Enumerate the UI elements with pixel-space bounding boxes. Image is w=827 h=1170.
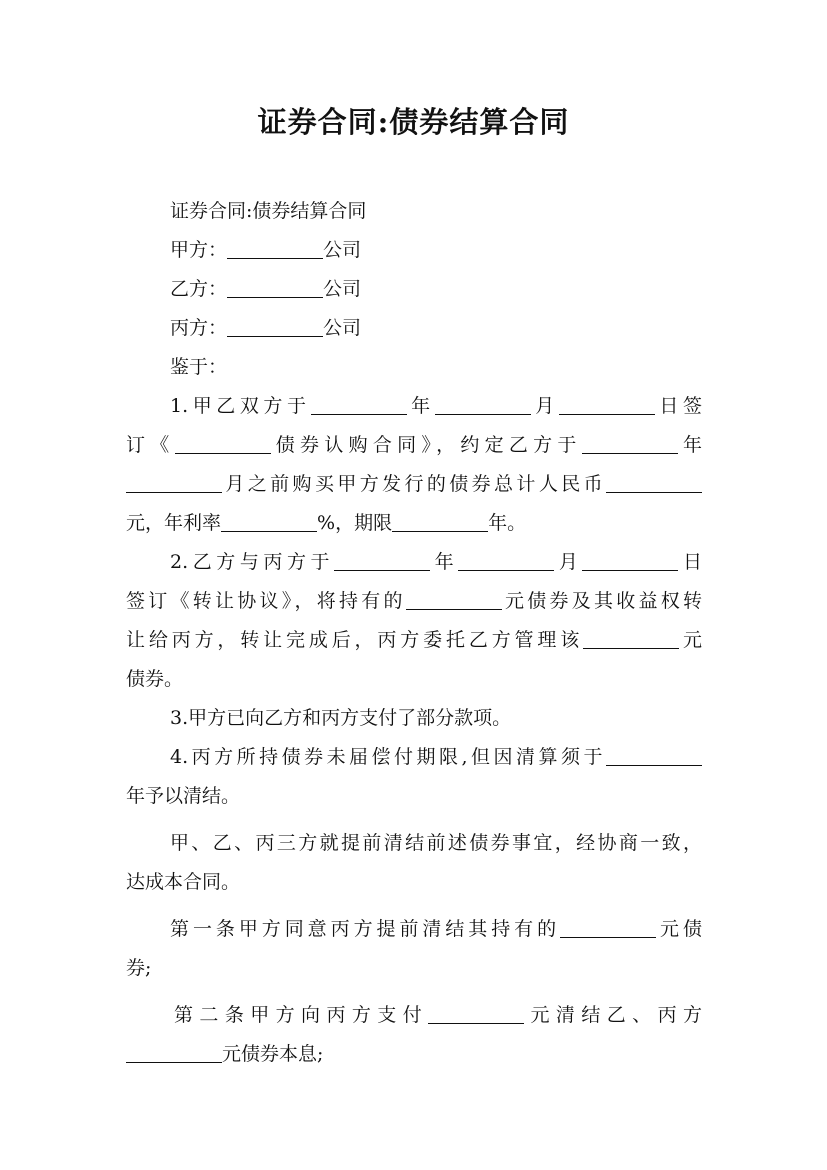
blank-field[interactable] [175, 434, 271, 454]
text-run: 元债 [656, 918, 702, 940]
text-run: %，期限 [317, 512, 393, 534]
clause-3-line [126, 699, 702, 738]
text-run: 甲、乙、丙三方就提前清结前述债券事宜，经协商一致， [170, 832, 702, 854]
company-label: 公司 [323, 239, 362, 261]
blank-field[interactable] [392, 512, 488, 532]
clause-1-line-3 [126, 465, 702, 504]
party-a-label: 甲方： [170, 239, 228, 261]
text-run: 元债券及其收益权转 [501, 590, 702, 612]
clause-2-line-3 [126, 621, 702, 660]
text-run: 年予以清结。 [126, 785, 241, 807]
text-run: 券; [126, 957, 152, 979]
text-run: 4.丙方所持债券未届偿付期限,但因清算须于 [170, 746, 606, 768]
blank-field[interactable] [227, 239, 323, 259]
clause-2-line-4 [126, 660, 702, 699]
blank-field[interactable] [458, 551, 554, 571]
text-run: 订《 [126, 434, 175, 456]
text-run: 年 [677, 434, 702, 456]
document-title: 证券合同:债券结算合同 [257, 105, 570, 139]
document-body [126, 192, 702, 1074]
blank-field[interactable] [311, 395, 407, 415]
blank-field[interactable] [221, 512, 317, 532]
article-2-line-1 [126, 996, 702, 1035]
blank-field[interactable] [583, 629, 679, 649]
text-run: 年 [406, 395, 435, 417]
company-label: 公司 [323, 317, 362, 339]
party-c-line [126, 309, 702, 348]
subtitle-line [126, 192, 702, 231]
clause-1-line-4 [126, 504, 702, 543]
clause-4-line-1 [126, 738, 702, 777]
blank-field[interactable] [227, 317, 323, 337]
text-run: 日 [678, 551, 702, 573]
text-run: 月 [530, 395, 559, 417]
text-run: 第二条甲方向丙方支付 [174, 1004, 429, 1026]
text-run: 2.乙方与丙方于 [170, 551, 335, 573]
text-run: 元清结乙、丙方 [524, 1004, 702, 1026]
party-a-line [126, 231, 702, 270]
text-run: 元 [679, 629, 702, 651]
blank-field[interactable] [559, 395, 655, 415]
agreement-line-1 [126, 824, 702, 863]
text-run: 第一条甲方同意丙方提前清结其持有的 [170, 918, 561, 940]
blank-field[interactable] [582, 551, 678, 571]
blank-field[interactable] [606, 746, 702, 766]
party-b-line [126, 270, 702, 309]
text-run: 债券认购合同》，约定乙方于 [270, 434, 582, 456]
text-run: 月之前购买甲方发行的债券总计人民币 [222, 473, 606, 495]
blank-field[interactable] [560, 918, 656, 938]
text-run: 元债券本息; [222, 1043, 324, 1065]
blank-field[interactable] [582, 434, 678, 454]
agreement-line-2 [126, 863, 702, 902]
text-run: 年 [430, 551, 459, 573]
blank-field[interactable] [126, 473, 222, 493]
text-run: 签订《转让协议》，将持有的 [126, 590, 406, 612]
blank-field[interactable] [406, 590, 502, 610]
text-run: 3.甲方已向乙方和丙方支付了部分款项。 [170, 707, 512, 729]
text-run: 月 [554, 551, 583, 573]
party-c-label: 丙方： [170, 317, 228, 339]
article-1-line-2 [126, 949, 702, 988]
company-label: 公司 [323, 278, 362, 300]
clause-2-line-1 [126, 543, 702, 582]
whereas-label: 鉴于： [170, 356, 228, 378]
clause-1-line-2 [126, 426, 702, 465]
blank-field[interactable] [126, 1043, 222, 1063]
text-run: 日签 [654, 395, 702, 417]
text-run: 元，年利率 [126, 512, 222, 534]
whereas-line [126, 348, 702, 387]
blank-field[interactable] [227, 278, 323, 298]
blank-field[interactable] [428, 1004, 524, 1024]
subtitle: 证券合同:债券结算合同 [170, 200, 367, 222]
text-run: 年。 [488, 512, 527, 534]
clause-1-line-1 [126, 387, 702, 426]
blank-field[interactable] [334, 551, 430, 571]
text-run: 1.甲乙双方于 [170, 395, 311, 417]
clause-4-line-2 [126, 777, 702, 816]
text-run: 达成本合同。 [126, 871, 241, 893]
text-run: 让给丙方，转让完成后，丙方委托乙方管理该 [126, 629, 584, 651]
blank-field[interactable] [606, 473, 702, 493]
text-run: 债券。 [126, 668, 184, 690]
party-b-label: 乙方： [170, 278, 228, 300]
blank-field[interactable] [435, 395, 531, 415]
article-1-line-1 [126, 910, 702, 949]
article-2-line-2 [126, 1035, 702, 1074]
clause-2-line-2 [126, 582, 702, 621]
